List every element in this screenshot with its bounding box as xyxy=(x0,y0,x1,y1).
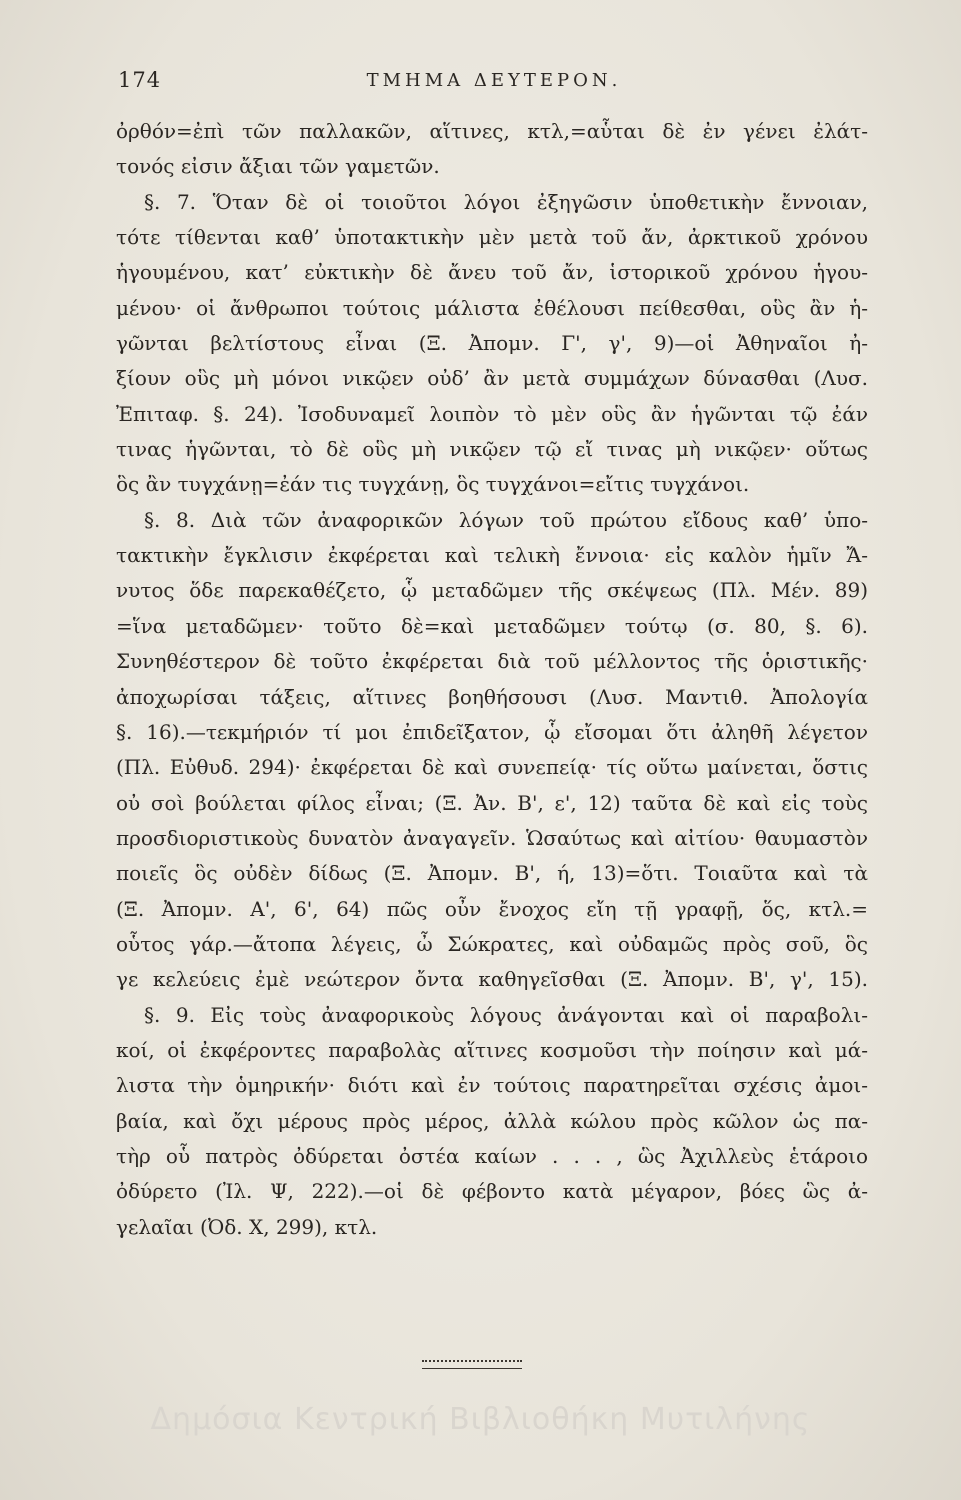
text-line: §. 16).—τεκμήριόν τί μοι ἐπιδεῖξατον, ᾧ εἴσομαι ὅτι ἀληθῆ λέγετον xyxy=(116,719,868,744)
text-line: μένου· οἱ ἄνθρωποι τούτοις μάλιστα ἐθέλουσι πείθεσθαι, οὓς ἂν ἡ- xyxy=(116,295,868,320)
text-line: ὃς ἂν τυγχάνῃ=ἐάν τις τυγχάνῃ, ὃς τυγχάνοι=εἴτις τυγχάνοι. xyxy=(116,472,750,497)
text-line: §. 7. Ὅταν δὲ οἱ τοιοῦτοι λόγοι ἐξηγῶσιν ὑποθετικὴν ἔννοιαν, xyxy=(144,189,868,214)
running-head: ΤΜΗΜΑ ΔΕΥΤΕΡΟΝ. xyxy=(366,70,622,91)
text-line: §. 9. Εἰς τοὺς ἀναφορικοὺς λόγους ἀνάγονται καὶ οἱ παραβολι- xyxy=(144,1002,868,1027)
text-line: =ἵνα μεταδῶμεν· τοῦτο δὲ=καὶ μεταδῶμεν τούτῳ (σ. 80, §. 6). xyxy=(116,613,868,638)
text-line: νυτος ὅδε παρεκαθέζετο, ᾧ μεταδῶμεν τῆς σκέψεως (Πλ. Μέν. 89) xyxy=(116,578,868,603)
text-line: (Ξ. Ἀπομν. Α', 6', 64) πῶς οὖν ἔνοχος εἴη τῇ γραφῇ, ὅς, κτλ.= xyxy=(116,896,868,921)
text-line: λιστα τὴν ὁμηρικήν· διότι καὶ ἐν τούτοις παρατηρεῖται σχέσις ἀμοι- xyxy=(116,1073,868,1098)
text-line: τινας ἡγῶνται, τὸ δὲ οὓς μὴ νικῷεν τῷ εἴ τινας μὴ νικῷεν· οὕτως xyxy=(116,437,868,462)
body-text xyxy=(116,114,868,1245)
text-line: τότε τίθενται καθ’ ὑποτακτικὴν μὲν μετὰ τοῦ ἄν, ἀρκτικοῦ χρόνου xyxy=(116,225,868,250)
text-line: γελαῖαι (Ὀδ. Χ, 299), κτλ. xyxy=(116,1214,378,1239)
text-line: ξίουν οὓς μὴ μόνοι νικῷεν οὐδ’ ἂν μετὰ συμμάχων δύνασθαι (Λυσ. xyxy=(116,366,868,391)
text-line: τὴρ οὗ πατρὸς ὀδύρεται ὀστέα καίων . . . , ὣς Ἀχιλλεὺς ἑτάροιο xyxy=(116,1143,868,1168)
section-divider xyxy=(422,1360,522,1369)
text-line: §. 8. Διὰ τῶν ἀναφορικῶν λόγων τοῦ πρώτου εἴδους καθ’ ὑπο- xyxy=(144,507,868,532)
text-line: τακτικὴν ἔγκλισιν ἐκφέρεται καὶ τελικὴ ἔννοια· εἰς καλὸν ἡμῖν Ἄ- xyxy=(116,543,868,568)
text-line: ὀδύρετο (Ἰλ. Ψ, 222).—οἱ δὲ φέβοντο κατὰ μέγαρον, βόες ὣς ἀ- xyxy=(116,1179,868,1204)
text-line: ἡγουμένου, κατ’ εὐκτικὴν δὲ ἄνευ τοῦ ἄν, ἱστορικοῦ χρόνου ἡγου- xyxy=(116,260,868,285)
text-line: τονός εἰσιν ἄξιαι τῶν γαμετῶν. xyxy=(116,154,440,179)
text-line: βαία, καὶ ὄχι μέρους πρὸς μέρος, ἀλλὰ κώλου πρὸς κῶλον ὡς πα- xyxy=(116,1108,868,1133)
text-line: κοί, οἱ ἐκφέροντες παραβολὰς αἵτινες κοσμοῦσι τὴν ποίησιν καὶ μά- xyxy=(116,1037,868,1062)
text-line: (Πλ. Εὐθυδ. 294)· ἐκφέρεται δὲ καὶ συνεπείᾳ· τίς οὕτω μαίνεται, ὅστις xyxy=(116,755,868,780)
library-watermark: Δημόσια Κεντρική Βιβλιοθήκη Μυτιλήνης xyxy=(150,1402,811,1437)
text-line: προσδιοριστικοὺς δυνατὸν ἀναγαγεῖν. Ὡσαύτως καὶ αἰτίου· θαυμαστὸν xyxy=(116,825,868,850)
text-line: οὐ σοὶ βούλεται φίλος εἶναι; (Ξ. Ἀν. Β', ε', 12) ταῦτα δὲ καὶ εἰς τοὺς xyxy=(116,790,868,815)
text-line: γε κελεύεις ἐμὲ νεώτερον ὄντα καθηγεῖσθαι (Ξ. Ἀπομν. Β', γ', 15). xyxy=(116,967,868,992)
text-line: ποιεῖς ὃς οὐδὲν δίδως (Ξ. Ἀπομν. Β', ή, 13)=ὅτι. Τοιαῦτα καὶ τὰ xyxy=(116,861,868,886)
text-line: ἀποχωρίσαι τάξεις, αἵτινες βοηθήσουσι (Λυσ. Μαντιθ. Ἀπολογία xyxy=(116,684,868,709)
text-line: ὀρθόν=ἐπὶ τῶν παλλακῶν, αἵτινες, κτλ,=αὗται δὲ ἐν γένει ἐλάτ- xyxy=(116,119,868,143)
text-line: Ἐπιταφ. §. 24). Ἰσοδυναμεῖ λοιπὸν τὸ μὲν οὓς ἂν ἡγῶνται τῷ ἐάν xyxy=(116,401,868,426)
page-header xyxy=(118,68,870,100)
text-line: οὗτος γάρ.—ἄτοπα λέγεις, ὦ Σώκρατες, καὶ οὐδαμῶς πρὸς σοῦ, ὃς xyxy=(116,931,868,956)
text-line: γῶνται βελτίστους εἶναι (Ξ. Ἀπομν. Γ', γ', 9)—οἱ Ἀθηναῖοι ἠ- xyxy=(116,331,868,356)
page-number: 174 xyxy=(118,68,162,92)
text-line: Συνηθέστερον δὲ τοῦτο ἐκφέρεται διὰ τοῦ μέλλοντος τῆς ὁριστικῆς· xyxy=(116,649,868,674)
